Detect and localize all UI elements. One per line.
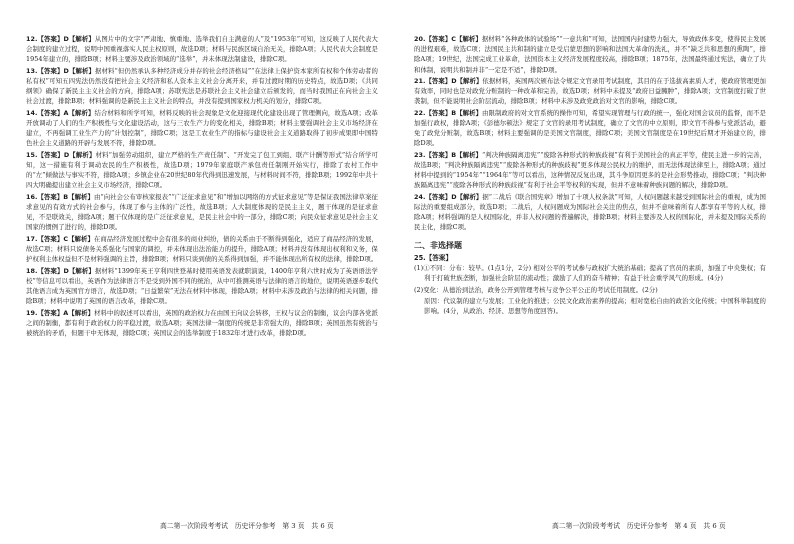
question-25-head: 25.【答案】 <box>414 253 453 262</box>
answer-lead: 16.【答案】B【解析】 <box>26 192 94 201</box>
answer-text: 材料“加强劳动组织，建立严格的生产责任制”、“开发完了包工到组、联产计酬等形式”结合所学可知，这一措施有利于调动农民的生产积极性，故选D项；1979年家庭联产承包责任制刚开始实行，排除了农村工作中的“左”倾做法与事实不符，排除A项；乡镇企业在20世纪80年代得到迅速发展，与材料时间不符，排除B项；1992年中共十四大明确提出建立社会主义市场经济，排除C项。 <box>26 150 378 190</box>
answer-text: 由“向社会公布审核家报表”“广泛征求意见”和“增加以网络的方式征求意见”等是保证我国法律草案征求意见的有效方式的社会参与，体现了参与主体的广泛性，故选B项；人大制度体现的是民主主义，题干体现的是征求意见，不是联效关，排除A项；题干仅体现的是广泛征求意见，是民主社会中的一部分，排除C项；向民众征求意见是社会主义国家的惯例了进行的，排除D项。 <box>26 192 378 232</box>
question-25-part-2: (2)变化：从德治到法治，政务公开到管理考核与竞争公平公正的考试任用制度。(2分) <box>414 285 658 294</box>
answer-text: 材料中的叙述可以看出，英国的政治权力在由国王向议会转移，王权与议会的制衡，议会内部各党派之间的制衡，都有利于政治权力的平稳过渡，故选A项；英国法律一制度的传统是非常强大的，排除B项；英国虽然有统治与被统治的矛盾，但题干中无体现，排除C项；英国议会的选举制度于1832年才进行改革，排除D项。 <box>26 308 378 337</box>
answer-item-22 <box>414 108 766 149</box>
answer-item-14 <box>26 108 378 149</box>
page-footer-right: 高二第一次阶段考考试 历史评分参考 第 4 页 共 6 页 <box>552 522 726 530</box>
answer-item-19 <box>26 308 378 339</box>
answer-lead: 12.【答案】D【解析】 <box>26 35 95 43</box>
answer-lead: 15.【答案】D【解析】 <box>26 150 96 159</box>
question-25-part-1: (1)①不同：分布：较早。(1点1分，2分) 相对公平的考试参与政权扩大统治基础；提高了官员的素质，加强了中央集权；有利于打破世族垄断，加强社会阶层的流动性；激励了人们的奋斗精神；有益于社会重学风气的形成。(4分) <box>414 264 766 283</box>
answer-text: 在商品经济发展过程中会有很多的商业纠纷，债的关系由于不断得到强化，适应了商品经济的发展，故选C项；材料只说债务关系强化与国家的调控，并未体现出法治能力的提升，排除A项；材料并没有体现出权利和义务，保护权利主体权益但不是材料强调的主旨，排除B项；材料只谈到债的关系得到加强，并不能体现出所有权的法律，排除D项。 <box>26 234 378 264</box>
answer-item-23 <box>414 150 766 191</box>
answer-item-12 <box>26 34 378 65</box>
answer-lead: 18.【答案】D【解析】 <box>26 266 95 275</box>
answer-item-13 <box>26 66 378 107</box>
answer-item-17 <box>26 234 378 265</box>
answer-lead: 23.【答案】B【解析】 <box>414 150 482 159</box>
right-page-column <box>414 34 766 504</box>
answer-item-15 <box>26 150 378 191</box>
answer-lead: 21.【答案】D【解析】 <box>414 77 483 85</box>
answer-lead: 22.【答案】B【解析】 <box>414 108 483 117</box>
answer-lead: 17.【答案】C【解析】 <box>26 234 94 243</box>
answer-text: 据“二战后《联合国宪章》增加了十项人权条款”可知，人权问题越来越受到国际社会的重视，成为国际法的重要组成部分，故选D项；二战后，人权问题成为国际社会关注的焦点，但并不意味着所有人都享有平等的人权，排除A项；材料强调的是人权国际化，并非人权问题的普遍解决，排除B项；材料主要涉及人权的国际化，并未提及国际关系的民主化，排除C项。 <box>414 192 766 232</box>
answer-item-18 <box>26 266 378 307</box>
answer-item-16 <box>26 192 378 233</box>
answer-lead: 20.【答案】C【解析】 <box>414 35 482 43</box>
answer-text: 据材料“各种政体的试验场”“一意共和”可知，法国国内封建势力强大，导致政体多变，使得民主发展的进程艰难，故选C项；法国民主共和制的建立是受启蒙思想的影响和法国大革命的洗礼，并不“缺乏共和思想的熏陶”，排除A项；19世纪，法国完成工业革命，法国资本主义经济发展程度较高，排除B项；1875年，法国最终通过宪法，确立了共和体制，说明共和制并非“一定是不适”，排除D项。 <box>414 35 766 74</box>
answer-lead: 19.【答案】A【解析】 <box>26 308 95 317</box>
answer-text: “判决种族隔离违宪”“废除各种形式的种族歧视”有利于美国社会的真正平等，使民主进一步的完善，故选B项；“判决种族隔离违宪”“废除各种形式的种族歧视”更多体现公民权力的维护，而无法体现法律至上，排除A项；通过材料中提到的“1954年”“1964年”等可以看出，这种情况反复出现，其斗争原因更多的是社会形势推动，排除C项；“判决种族隔离违宪”“废除各种形式的种族歧视”有利于社会平等权利的实现，但并不意味着种族问题的解决，排除D项。 <box>414 150 766 190</box>
answer-text: 由限制政府的对文官系统的操作可知，希望实现管理与行政的统一，强化对国会议员的监督，而不是加强行政权，排除A项；《彭德尔顿法》规定了文官的录用考试制度，确立了文官的中立原则，即文官不得参与党派活动，避免了政党分赃制，故选B项；材料主要强调的是美国文官制度，排除C项；美国文官制度是在19世纪后期才开始建立的，排除D项。 <box>414 108 766 148</box>
answer-item-20 <box>414 34 766 75</box>
left-page-column <box>26 34 378 504</box>
answer-text: 依据材料，英国两次颁布法令规定文官录用考试制度，其目的在于选拔高素质人才，使政府管理更加有效率，同时也是对政党分赃制的一种改革和完善，故选D项；材料中未提及“政府日益臃肿”，排除A项；文官制度打破了世袭制，但不能说明社会阶层流动，排除B项；材料中未涉及政党政治对文官的影响，排除C项。 <box>414 77 766 106</box>
answer-lead: 13.【答案】D【解析】 <box>26 66 95 75</box>
section-title: 二、非选择题 <box>414 240 462 250</box>
answer-lead: 24.【答案】D【解析】 <box>414 192 483 201</box>
answer-lead: 14.【答案】A【解析】 <box>26 108 95 117</box>
question-25-reasons: 原因：代议制的建立与发展；工业化的推进；公民文化政治素养的提高；相对宽松自由的政治文化传统；中国科举制度的影响。(4分，从政治、经济、思想等角度回答)。 <box>424 297 766 316</box>
answer-text: 从图片中的文字“严肃地、慎重地、选举我们自主满意的人”及“1953年”可知，这反映了人民代表大会制度的建立过程，说明中国重视落实人民主权原则，故选D项；材料与民族区域自治无关，排除A项；人民代表大会制度是1954年建立的，排除B项；材料主要涉及政治领域的“选举”，并未体现法制建设，排除C项。 <box>26 35 378 64</box>
answer-text: 结合材料和所学可知，材料反映的社会现象是文化迎接现代化建设出现了管理侧向，故选A项；改革开放调动了人们的生产积极性与文化建设活动，这与三农生产力的变化相关，排除B项；材料主要强调社会主义市场经济在建立，不再强调工业生产力的“计划控制”，排除C项；这是工农业生产的指标与建设社会主义道路取得了初步成果即中国特色社会主义道路的开辟与发展不符，排除D项。 <box>26 108 378 148</box>
answer-item-21 <box>414 76 766 107</box>
answer-text: 据材料“但仍然承认多种经济成分并存的社会经济格局”“在法律上保护资本家所有权和个体劳动者的私有权”可知五四宪法仍然没有把社会主义经济和私人资本主义社会分离开来，并有过渡时期的历史特点，故选D项；《共同纲领》确保了新民主主义社会的方向，排除A项；苏联宪法是苏联社会主义社会建立后颁发的，而当时我国正在向社会主义社会过渡，排除B项；材料强调的是新民主主义社会的特点，并没有提到国家权力机关的划分，排除C项。 <box>26 66 378 106</box>
page-footer-left: 高二第一次阶段考考试 历史评分参考 第 3 页 共 6 页 <box>160 522 334 530</box>
answer-item-24 <box>414 192 766 233</box>
answer-text: 据材料“1399年英王亨利四世登基时使用英语发表就职演说，1400年亨利六世时成为了英语语法学校”等信息可以看出，英语作为法律语言不是受到外国不同的统治，从中可推测英语与法律的语言的地位，说明英语逐步取代其他语言成为英国官方语言，故选D项；“日益繁荣”无法在材料中体现，排除A项；材料中未涉及政治与法律的相关问题，排除B项；材料中说明了英国的语言改革，排除C项。 <box>26 266 378 306</box>
